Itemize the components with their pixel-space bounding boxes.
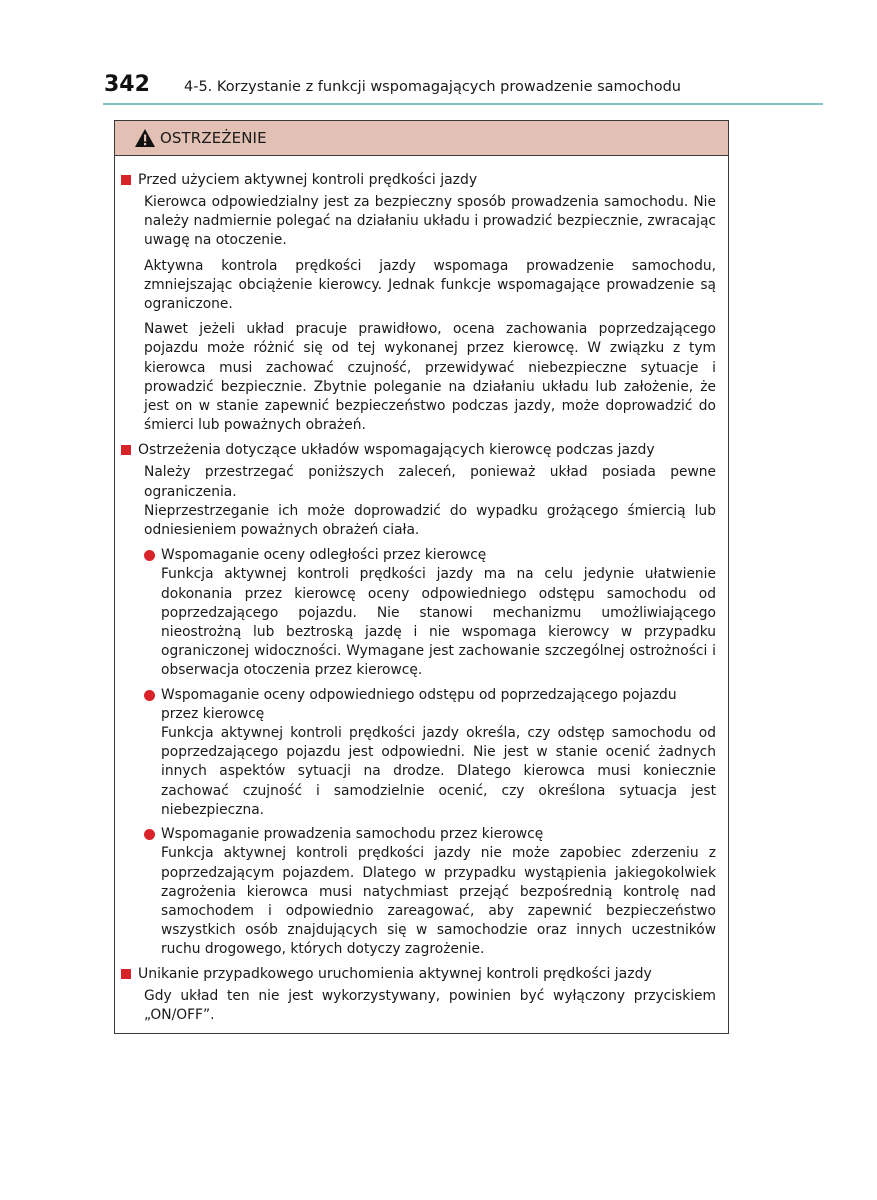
square-bullet-icon (121, 969, 131, 979)
list-item-text: Funkcja aktywnej kontroli prędkości jazdy ma na celu jedynie ułatwienie dokonania przez kierowcę oceny odpowiedniego odstępu samochodu od poprzedzającego pojazdu. Nie stanowi mechanizmu umożliwiającego nieostrożną lub beztroską jazdę i nie wspomaga kierowcy w przypadku ograniczonej widoczności. Wymagane jest zachowanie szczególnej ostrożności i obserwacja otoczenia przez kierowcę. (161, 566, 716, 679)
paragraph: Gdy układ ten nie jest wykorzystywany, powinien być wyłączony przyciskiem „ON/OFF”. (144, 987, 716, 1023)
list-item (144, 546, 716, 680)
round-bullet-icon (144, 829, 155, 840)
warning-box (114, 120, 729, 1034)
chapter-title: 4-5. Korzystanie z funkcji wspomagających prowadzenie samochodu (184, 79, 681, 95)
list-item-title (144, 546, 716, 565)
warning-triangle-icon (134, 128, 156, 148)
list-item-title (144, 825, 716, 844)
square-bullet-icon (121, 445, 131, 455)
page-number: 342 (104, 72, 150, 97)
paragraph: Aktywna kontrola prędkości jazdy wspomaga prowadzenie samochodu, zmniejszając obciążenie kierowcy. Jednak funkcje wspomagające prowadzenie są ograniczone. (144, 257, 716, 313)
list-item (144, 686, 716, 820)
list-item (144, 825, 716, 959)
section-title (121, 441, 716, 459)
list-item-title-text: Wspomaganie prowadzenia samochodu przez kierowcę (161, 826, 544, 843)
section-title (121, 965, 716, 983)
section-title-text: Unikanie przypadkowego uruchomienia aktywnej kontroli prędkości jazdy (138, 965, 652, 982)
paragraph: Nawet jeżeli układ pracuje prawidłowo, ocena zachowania poprzedzającego pojazdu może różnić się od tej wykonanej przez kierowcę. W związku z tym kierowca musi zachować czujność, przewidywać niebezpieczne sytuacje i prowadzić bezpiecznie. Zbytnie poleganie na działaniu układu lub założenie, że jest on w stanie zapewnić bezpieczeństwo podczas jazdy, może doprowadzić do śmierci lub poważnych obrażeń. (144, 321, 716, 434)
list-item-title-text: Wspomaganie oceny odpowiedniego odstępu od poprzedzającego pojazdu przez kierowcę (161, 686, 677, 722)
warning-content (115, 156, 728, 1025)
section-title-text: Przed użyciem aktywnej kontroli prędkości jazdy (138, 172, 478, 188)
list-item-text: Funkcja aktywnej kontroli prędkości jazdy nie może zapobiec zderzeniu z poprzedzającym pojazdem. Dlatego w przypadku wystąpienia jakiegokolwiek zagrożenia kierowca musi natychmiast przejąć bezpośrednią kontrolę nad samochodem i odpowiednio zareagować, aby zapewnić bezpieczeństwo wszystkich osób znajdujących się w samochodzie oraz innych uczestników ruchu drogowego, których dotyczy zagrożenie. (161, 845, 716, 958)
paragraph: Nieprzestrzeganie ich może doprowadzić do wypadku grożącego śmiercią lub odniesieniem poważnych obrażeń ciała. (144, 502, 716, 539)
paragraph: Należy przestrzegać poniższych zaleceń, ponieważ układ posiada pewne ograniczenia. (144, 464, 716, 500)
warning-header (115, 121, 728, 156)
list-item-text: Funkcja aktywnej kontroli prędkości jazdy określa, czy odstęp samochodu od poprzedzającego pojazdu jest odpowiedni. Nie jest w stanie ocenić żadnych innych aspektów sytuacji na drodze. Dlatego kierowca musi koniecznie zachować czujność i samodzielnie ocenić, czy określona sytuacja jest niebezpieczna. (161, 725, 716, 818)
section-title (121, 171, 716, 189)
warning-label: OSTRZEŻENIE (160, 129, 267, 147)
square-bullet-icon (121, 175, 131, 185)
list-item-title (144, 686, 716, 724)
header-rule (103, 103, 823, 105)
section-title-text: Ostrzeżenia dotyczące układów wspomagających kierowcę podczas jazdy (138, 442, 655, 459)
round-bullet-icon (144, 690, 155, 701)
round-bullet-icon (144, 550, 155, 561)
list-item-title-text: Wspomaganie oceny odległości przez kierowcę (161, 547, 487, 564)
paragraph: Kierowca odpowiedzialny jest za bezpieczny sposób prowadzenia samochodu. Nie należy nadmiernie polegać na działaniu układu i prowadzić bezpiecznie, zwracając uwagę na otoczenie. (144, 194, 716, 249)
